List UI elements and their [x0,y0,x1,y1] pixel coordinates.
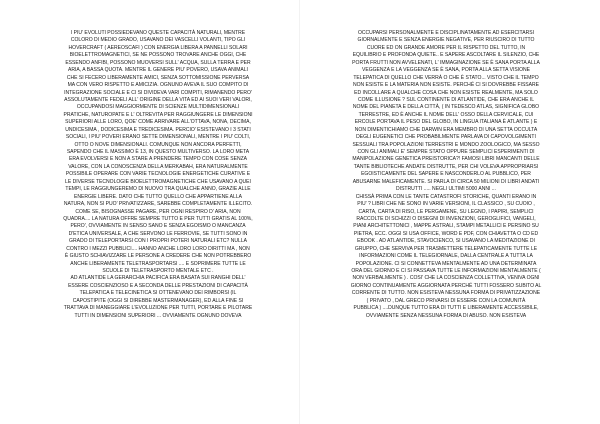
text-line: TUTTI IN DIMENSIONI SUPERIORI ... OVVIAMENTE OGNUNO DOVEVA [74,312,242,319]
text-line: PIETRA, ECC. OGGI SI USA OFFICE, WORD E PDF, CON CHIAVETTA O CD ED [353,230,539,237]
text-line: TRATTAVA DI MANEGGIARE L'EVOLUZIONE PER TUTTI, PORTARE E PILOTARE [63,305,253,312]
text-line: CUORE ED ON GRANDE AMORE PER IL RISPETTO DEL TUTTO, IN [366,44,526,51]
text-line: ( PRIVATO , DAL GRECO PRIVARSI DI ESSERE CON LA COMUNITÀ [366,297,526,304]
text-line: ESSERE COSCIENZIOSO E A SECONDA DELLE PRESTAZIONI DI CAPACITÀ [68,282,248,289]
text-line: CONTRO I MEZZI PUBBLICI.... HANNO ANCHE LORO LORO DIRITTI MA , NON [66,245,250,252]
text-line: ENERGIE LIBERE. DATO CHE TUTTO QUELLO CHE APPARTIENE ALLA [74,193,242,200]
text-line: AD ATLANTIDE LA GERARCHIA PACIFICA ERA BASATA SUI RANGHI DELL' [70,275,246,282]
text-line: PORTA FRUTTI NON AVVELENATI, L' IMMAGINAZIONE SE È SANA PORTA ALLA [352,59,540,66]
text-line: LE DIVERSE TECNOLOGIE BIOELETTROMAGNETICHE CHE USAVANO A QUEI [65,178,251,185]
text-line: OCCUPARSI PERSONALMENTE E DISCIPLINATAMENTE AD ESERCITARSI [358,30,534,36]
text-line: COME SE, BISOGNASSE PAGARE, PER OGNI RESPIRO D' ARIA, NON [75,208,241,215]
text-line: CON GLI ANIMALI E' SEMPRE STATO OPPURE SEMPLICI ESPERIMENTI DI [357,149,535,155]
text-line: RACCOLTE DI SCHIZZI O DISEGNI DI INVENZIONI, GEROGLIFICI, VANGELI, [356,215,536,222]
text-line: EGOISTICAMENTE DEL SAPERE E NASCONDERLO AL PUBBLICO, PER [361,171,531,178]
text-line: I PIU' EVOLUTI POSSIEDEVANO QUESTE CAPACITÀ NATURALI, MENTRE [70,30,246,36]
text-line: ED INCOLLARE A QUALCHE COSA CHE NON ESISTE REALMENTE, MA SOLO [354,89,538,96]
text-line: NON DIMENTICHIAMO CHE DARWIN ERA MEMBRO DI UNA SETTA OCCULTA [354,126,538,133]
text-line: UNDICESIMA , DODICESIMA E TREDICESIMA. PERCIO' ESISTEVANO I 3 STATI [65,126,251,133]
text-line: GRUPPO, CHE SERVIVA PER TRASMETTERE TELEPATICAMENTE TUTTE LE [354,245,538,252]
text-line: TEMPI, LE RAGGIUNGEREMO DI NUOVO TRA QUALCHE ANNO, GRAZIE ALLE [65,186,251,193]
text-line: DISTRUTTI ..... NEGLI ULTIMI 5000 ANNI ... [396,186,496,193]
text-line: PRATICHE, NATUROPATE E L' OLTREVITA PER RAGGIUNGERE LE DIMENSIONI [63,111,253,118]
text-line: PIU' ? LIBRI CHE NE SONO IN VARIE VERSIONI, IL CLASSICO , SU CUOIO , [357,201,535,208]
left-page-text [32,30,284,320]
text-line: ASSOLUTAMENTE FEDELI ALL' ORIGINE DELLA VITA ED AI SUOI VERI VALORI, [64,96,252,103]
text-line: CHISSÀ PRIMA CON LE TANTE CATASTROFI STORICHE, QUANTI ERANO IN [355,193,537,200]
text-line: ARIA, A BASSA QUOTA. MENTRE IL GENERE PIU' POVERO, USAVA ANIMALI [68,67,248,74]
text-line: CHE SI FECERO LIBERAMENTE AMICI, SENZA SOTTOMISSIONE PERVERSA [66,74,250,81]
text-line: ABUSARNE MALEFICAMENTE. SI PARLA DI CIRCA 50 MILIONI DI LIBRI ANDATI [352,178,540,185]
text-line: NATURA, NON SI PUO' PRIVATIZZARE, SAREBBE COMPLETAMENTE ILLECITO. [63,201,253,208]
text-line: ORA DEL GIORNO E CI SI PASSAVA TUTTE LE INFORMAZIONI MENTALMENTE ( [351,268,541,274]
text-line: HOVERCRAFT ( AEREOSCAFI ) CON ENERGIA LIBERA A PANNELLI SOLARI [68,44,248,51]
text-line: CAPOSTIPITE (OGGI SI DIREBBE MASTERMANAGER), ED ALLA FINE SI [72,297,244,304]
text-line: SOCIALI, I PIU' POVERI ERANO SETTE DIMENSIONALI, MENTRE I PIU' COLTI, [65,134,251,141]
text-line: OCCUPANDOSI MAGGIORMENTE DI SCIENZE MULTIDIMENSIONALI [76,104,240,111]
text-line: ANCHE LIBERAMENTE TELETRASPORTARSI .... E SOPRIMERE TUTTE LE [70,260,246,267]
text-line: OVVIAMENTE SENZA NESSUNA FORMA DI ABUSO. NON ESISTEVA [365,312,527,319]
text-line: COLORO DI MEDIO GRADO, USAVANO DEI VASCELLI VOLANTI, TIPO GLI [70,37,246,44]
text-line: POSSIBILE OPERARE CON VARIE TECNOLOGIE ENERGETICHE CURATIVE E [65,171,251,178]
text-line: PIANI ARCHITETTONICI , MAPPE ASTRALI, STAMPI METALLICI E PERSINO SU [353,223,539,230]
text-line: ERCOLE PORTAVA IL PESO DEL GLOBO, IN LINGUA ITALIANA È ATLANTE ) E [354,119,538,126]
text-line: TELEPATICA DI QUELLO CHE VERRÀ O CHE È STATO... VISTO CHE IL TEMPO [353,74,539,81]
text-line: DEGLI EUGENETICI CHE PROBABILMENTE PARLAVA DI CAPOVOLGIMENTI [356,134,536,141]
text-line: GRADO DI TELEPORTARSI CON I PROPRI POTERI NATURALI ETC? NULLA [69,238,247,245]
text-line: ESSENDO ANFIBI, POSSONO MUOVERSI SULL' ACQUA, SULLA TERRA E PER [65,59,251,66]
text-line: È GIUSTO SCHIAVIZZARE LE PERSONE A CREDERE CHE NON POTREBBERO [64,253,252,260]
text-line: EBOOK . AD ATLANTIDE, STAVOCIENCO, SI USAVANO LA MEDITAZIONE DI [357,238,535,245]
text-line: OTTO O NOVE DIMENSIONALI. COMUNQUE NON ANCORA PERFETTI, [74,141,242,148]
text-line: TELEPATICA E TELECINETICA SI OTTENEVANO DEI RIMBORSI (IL [79,290,237,297]
text-line: TANTE BIBLIOTECHE ANDATE DISTRUTTE, PER CHI VOLEVA APPROPRIARSI [353,163,539,170]
text-line: BIOELETTROMAGNETICI, SE NE POSSONO TROVARE ANCHE OGGI, CHE [69,52,247,59]
text-line: PUBBLICA ) ....DUNQUE TUTTO ERA DI TUTTI E LIBERAMENTE ACCESSIBILE, [353,305,539,312]
text-line: CARTA, CARTA DI RISO, LE PERGAMENE, SU LEGNO, I PAPIRI, SEMPLICI [358,208,534,215]
text-line: MA CON VERO RISPETTO E AMICIZIA. OGNUNO AVEVA IL SUO COMPITO DI [67,82,249,89]
text-line: SAPENDO CHE IL MASSIMO È 13, IN QUESTO MULTIVERSO. LA LORO META [66,149,250,155]
text-line: SUPERIORI ALLE LORO, QOE' COME ARRIVARE ALL'OTTAVA, NONA, DECIMA, [65,119,251,126]
text-line: POPOLAZIONE. CI SI CONNETTEVA MENTALMENTE AD UNA DETERMINATA [355,260,537,267]
text-line: NON ESISTE E LA MATERIA NON ESISTE. PERCHÉ CI SI DOVREBBE FISSARE [352,82,540,89]
text-line: TERRESTRE, ED È ANCHE IL NOME DELL' OSSO DELLA CERVICALE, CUI [358,111,534,118]
text-line: GIORNALMENTE E SENZA ENERGIE NEGATIVE, PER RIUSCIRO DI TUTTO [357,37,535,44]
text-line: ERA EVOLVERSI E NON A STARE A PRENDERE TEMPO CON COSE SENZA [68,156,248,163]
text-line: VEGGENZA E LA VEGGENZA SE È SANA, PORTA ALLA SETTA VISIONE [362,67,530,74]
text-line: NON VERBALMENTE ) . COSI' CHE LA COSCIENZA COLLETTIVA, VENIVA OGNI [352,275,540,282]
text-line: INFORMAZIONI COME IL TELEGIORNALE, DALLA CENTRALE A TUTTA LA [359,253,533,260]
text-line: COME ILLUSIONE ? SUL CONTINENTE DI ATLANTIDE, CHE ERA ANCHE IL [357,96,535,103]
text-line: QUADRA.... LA NATURA OFFRE SEMPRE TUTTO E PER TUTTI GRATIS AL 100%, [63,215,253,222]
text-line: SCUOLE DI TELETRASPORTO MENTALE ETC . [102,268,214,274]
text-line: D'ETICA UNIVERSALE, A CHE SERVONO LE FERROVIE, SE TUTTI SONO IN [68,230,248,237]
text-line: PERO', OVVIAMENTE IN SENSO SANO E SENZA EGOISMO O MANCANZA [70,223,246,230]
page-gutter [299,0,300,424]
text-line: GIORNO CONTINUAMENTE AGGIORNATA PERCHÉ TUTTI FOSSERO SUBITO AL [350,282,542,289]
text-line: NOME DEL PIANETA E DELLA CITTÀ, ( IN TEDESCO ATLAS, SIGNIFICA GLOBO [352,104,540,111]
text-line: INTEGRAZIONE SOCIALE E CI SI DIVIDEVA VARI COMPITI, RIMANENDO PERO' [64,89,252,96]
text-line: VALORE, CON LA CONOSCENZA DELLA MERKABAH, ERA NATURALMENTE [68,163,248,170]
text-line: SESSUALI TRA POPOLAZIONI TERRESTRI E MONDO ZOOLOGICO, MA SESSO [352,141,540,148]
text-line: CORRENTE DI TUTTO. NON ESISTEVA NESSUNA FORMA DI PRIVATIZZAZIONE [351,290,541,297]
text-line: MANIPOLAZIONE GENETICA PREISTORICA?! FAMOSI LIBRI MANCANTI DELLE [352,156,540,163]
text-line: EQUILIBRIO E PROFONDA QUIETE.. E SAPERE ASCOLTARE IL SILENZIO, CHE [352,52,540,59]
right-page-text [320,30,572,320]
